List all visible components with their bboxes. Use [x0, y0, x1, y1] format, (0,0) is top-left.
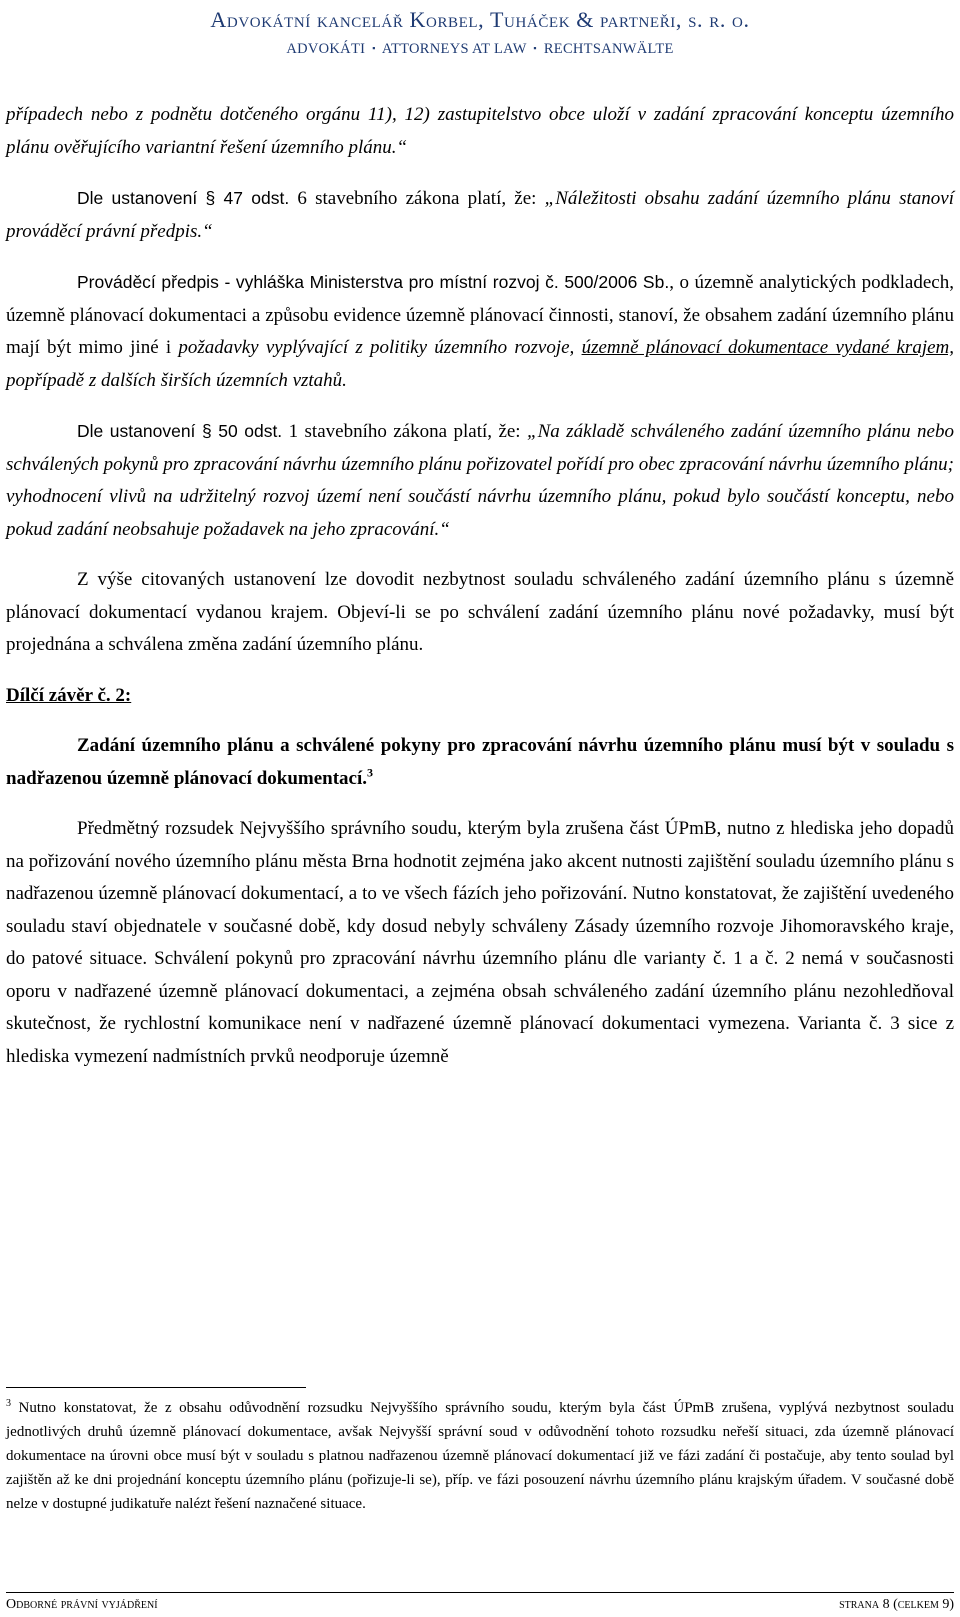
- square-bullet-icon: ▪: [533, 43, 537, 53]
- tagline-advokati: ADVOKÁTI: [286, 41, 366, 57]
- paragraph-lead: Dle ustanovení § 47 odst.: [77, 188, 290, 208]
- paragraph-text: 6 stavebního zákona platí, že:: [289, 188, 545, 209]
- footnote-text: Nutno konstatovat, že z obsahu odůvodnění rozsudku Nejvyššího správního soudu, kterým byla část ÚPmB zrušena, vyplývá nezbytnost souladu jednotlivých druhů územně plánovací dokumentace, avšak Nejvyšší správní soud v odůvodnění tohoto rozsudku neřeší situaci, zda územně plánovací dokumentace na úrovni obce musí být v souladu s platnou nadřazenou územně plánovací dokumentací již ve fázi zadání či postačuje, aby tento soulad byl zajištěn až ke dni projednání konceptu územního plánu (pořizuje-li se), příp. ve fázi posouzení návrhu územního plánu krajským úřadem. V současné době nelze v dostupné judikatuře nalézt řešení naznačené situace.: [6, 1400, 954, 1512]
- footnote-separator: [6, 1387, 306, 1388]
- quote-text: „Náležitosti obsahu zadání územního plánu stanoví prováděcí právní předpis.“: [6, 188, 954, 242]
- paragraph-judgment: Předmětný rozsudek Nejvyššího správního soudu, kterým byla zrušena část ÚPmB, nutno z hlediska jeho dopadů na pořizování nového územního plánu města Brna hodnotit zejména jako akcent nutnosti zajištění souladu územního plánu s nadřazenou územně plánovací dokumentací, a to ve všech fázích jeho pořizování. Nutno konstatovat, že zajištění uvedeného souladu staví objednatele v současné době, kdy dosud nebyly schváleny Zásady územního rozvoje Jihomoravského kraje, do patové situace. Schválení pokynů pro zpracování návrhu územního plánu dle varianty č. 1 a č. 2 nemá v současnosti oporu v nadřazené územně plánovací dokumentaci, a zejména obsah schváleného zadání územního plánu nezohledňoval skutečnost, že rychlostní komunikace není v nadřazené územně plánovací dokumentaci vymezena. Varianta č. 3 sice z hlediska vymezení nadmístních prvků neodporuje územně: [6, 818, 954, 1067]
- footer-rule: [6, 1592, 954, 1593]
- paragraph-inference: Z výše citovaných ustanovení lze dovodit nezbytnost souladu schváleného zadání územního plánu s územně plánovací dokumentací vydanou krajem. Objeví-li se po schválení zadání územního plánu nové požadavky, musí být projednána a schválena změna zadání územního plánu.: [6, 569, 954, 655]
- tagline-rechtsanwalte: RECHTSANWÄLTE: [543, 41, 674, 57]
- paragraph-lead: Dle ustanovení § 50 odst.: [77, 421, 283, 441]
- paragraph-section-47: [6, 182, 954, 248]
- footnote-ref[interactable]: 3: [367, 765, 374, 780]
- footnote-number: 3: [6, 1398, 11, 1409]
- partial-conclusion-text: Zadání územního plánu a schválené pokyny pro zpracování návrhu územního plánu musí být v souladu s nadřazenou územně plánovací dokumentací.$^3$: [6, 735, 954, 789]
- italic-text: popřípadě z dalších širších územních vztahů.: [6, 369, 347, 391]
- tagline-attorneys: ATTORNEYS AT LAW: [381, 41, 527, 57]
- paragraph-decree: [6, 266, 954, 397]
- firm-tagline: [0, 38, 960, 59]
- paragraph-text: , o územně analytických podkladech, územně plánovací dokumentaci a způsobu evidence územně plánovací činnosti, stanoví, že obsahem zadání územního plánu mají být mimo jiné i: [6, 272, 954, 358]
- square-bullet-icon: ▪: [372, 43, 376, 53]
- letterhead: [0, 6, 960, 59]
- paragraph-section-50: [6, 415, 954, 546]
- italic-text: požadavky vyplývající z politiky územního rozvoje,: [178, 337, 582, 358]
- paragraph-lead: Prováděcí předpis - vyhláška Ministerstva pro místní rozvoj č. 500/2006 Sb.: [77, 272, 670, 292]
- footer-page-number: strana 8 (celkem 9): [839, 1597, 954, 1612]
- quote-text: „Na základě schváleného zadání územního plánu nebo schválených pokynů pro zpracování návrhu územního plánu pořizovatel pořídí pro obec zpracování návrhu územního plánu; vyhodnocení vlivů na udržitelný rozvoj území není součástí návrhu územního plánu, pokud bylo součástí konceptu, nebo pokud zadání neobsahuje požadavek na jeho zpracování.“: [6, 421, 954, 540]
- paragraph-continued-quote: [6, 99, 954, 164]
- quote-text: případech nebo z podnětu dotčeného orgánu 11), 12) zastupitelstvo obce uloží v zadání zpracování konceptu územního plánu ověřujícího variantní řešení územního plánu.“: [6, 104, 954, 158]
- footer-doc-title: Odborné právní vyjádření: [6, 1597, 158, 1612]
- underlined-text: územně plánovací dokumentace vydané krajem,: [581, 337, 955, 358]
- page-footer: [6, 1596, 954, 1614]
- paragraph-text: 1 stavebního zákona platí, že:: [282, 421, 528, 442]
- partial-conclusion-heading: Dílčí závěr č. 2:: [6, 684, 132, 706]
- footnote: [6, 1396, 954, 1516]
- page-body: [6, 99, 954, 1073]
- firm-name: Advokátní kancelář Korbel, Tuháček & partneři, s. r. o.: [210, 7, 750, 32]
